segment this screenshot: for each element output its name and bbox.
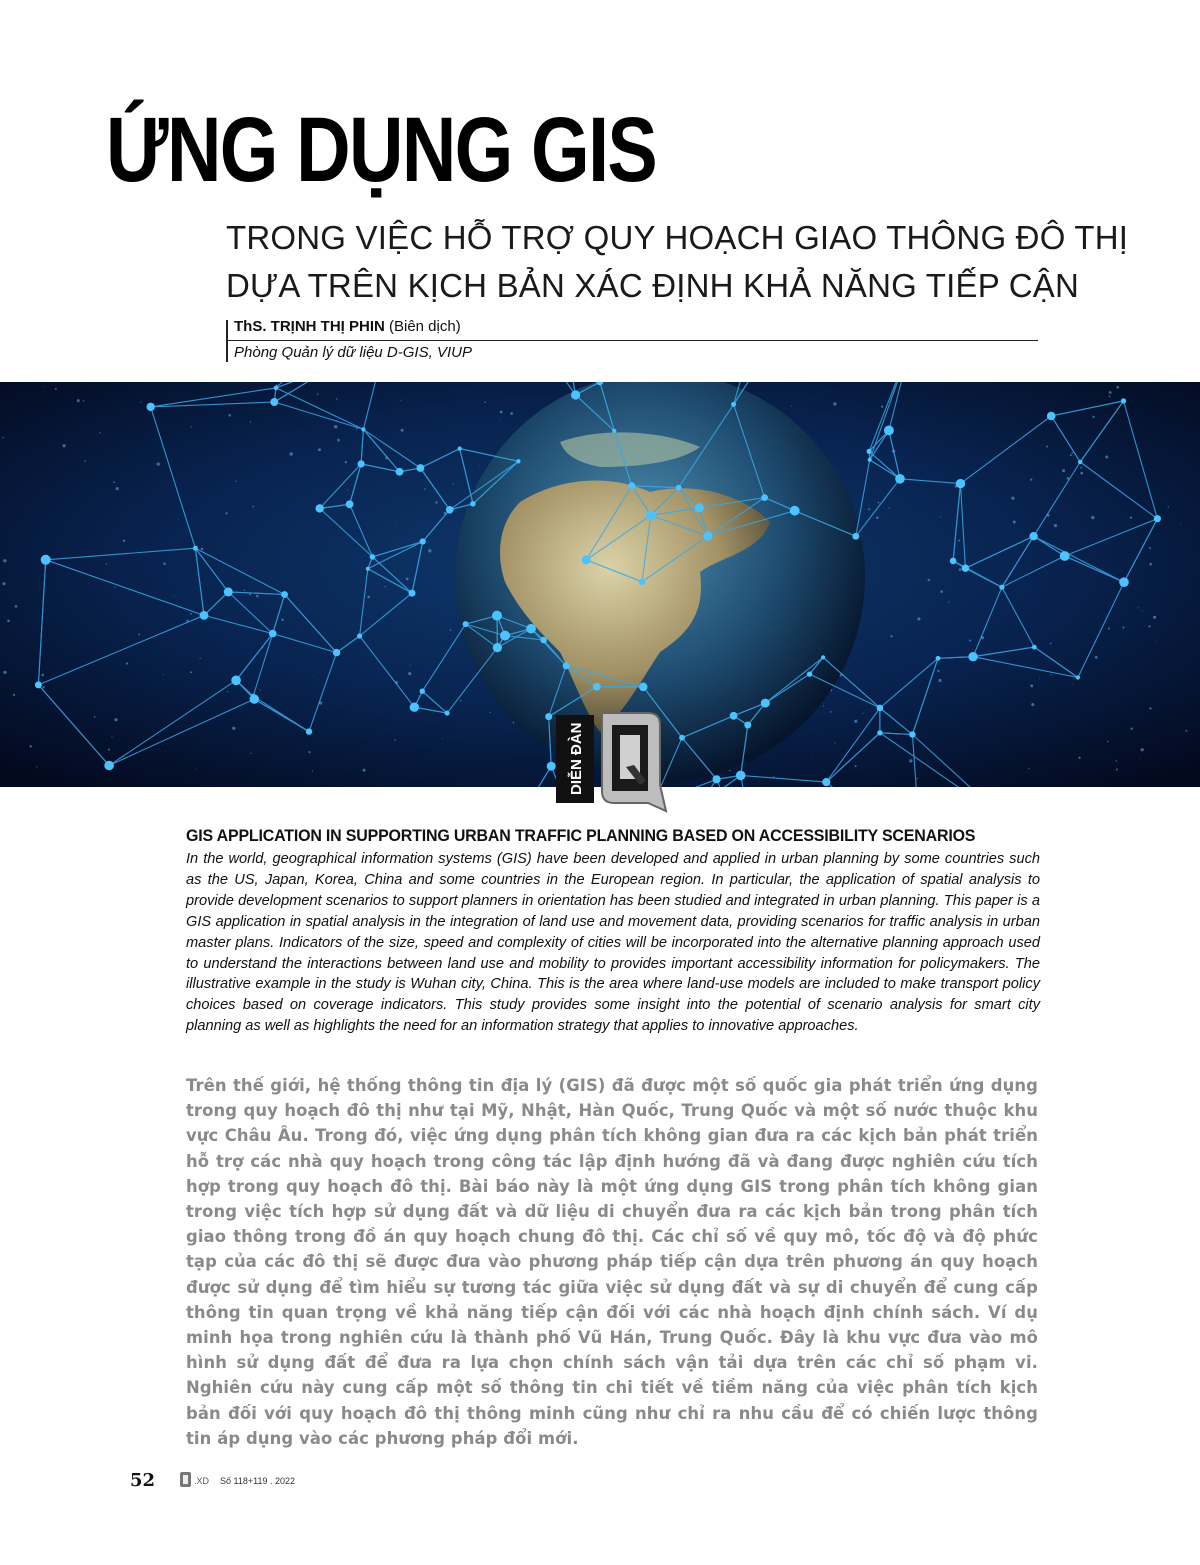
vietnamese-abstract: Trên thế giới, hệ thống thông tin địa lý (GIS) đã được một số quốc gia phát triển ứng dụng trong quy hoạch đô thị như tại Mỹ, Nhật, Hàn Quốc, Trung Quốc và một số nước thuộc khu vực Châu Âu. Trong đó, việc ứng dụng phân tích không gian đưa ra các kịch bản phát triển hỗ trợ các nhà quy hoạch trong công tác lập định hướng đã và đang được nghiên cứu tích hợp trong quy hoạch đô thị. Bài báo này là một ứng dụng GIS trong phân tích không gian trong việc tích hợp sử dụng đất và dữ liệu di chuyển đưa ra các kịch bản trong phân tích giao thông trong đồ án quy hoạch chung đô thị. Các chỉ số về quy mô, tốc độ và độ phức tạp của các đô thị sẽ được đưa vào phương pháp tiếp cận dựa trên phương án quy hoạch được sử dụng để tìm hiểu sự tương tác giữa việc sử dụng đất và sự di chuyển để cung cấp thông tin quan trọng về khả năng tiếp cận đối với các nhà hoạch định chính sách. Ví dụ minh họa trong nghiên cứu là thành phố Vũ Hán, Trung Quốc. Đây là khu vực đưa vào mô hình sử dụng đất để đưa ra lựa chọn chính sách vận tải dựa trên các chỉ số phạm vi. Nghiên cứu này cung cấp một số thông tin chi tiết về tiềm năng của việc phân tích kịch bản đối với quy hoạch đô thị thông minh cũng như chỉ ra nhu cầu để có chiến lược thông tin áp dụng vào các phương pháp đổi mới. [186, 1076, 1038, 1448]
page-number: 52 [130, 1470, 156, 1491]
author-role: (Biên dịch) [389, 318, 461, 335]
issue-number: Số 118+119 . 2022 [220, 1476, 295, 1486]
author [234, 318, 461, 335]
article-subtitle [226, 214, 1128, 310]
byline [226, 318, 1038, 341]
q-logo-small-icon [180, 1472, 192, 1488]
author-name: ThS. TRỊNH THỊ PHIN [234, 318, 385, 335]
section-tag-label: DIỄN ĐÀN [568, 722, 585, 795]
abstract-body: In the world, geographical information systems (GIS) have been developed and applied in urban planning by some countries such as the US, Japan, Korea, China and some countries in the European region. In particular, the application of spatial analysis to provide development scenarios to support planners in orientation has been studied and integrated in urban planning. This paper is a GIS application in spatial analysis in the integration of land use and movement data, providing scenarios for traffic analysis in urban master plans. Indicators of the size, speed and complexity of cities will be incorporated into the alternative planning approach used to understand the interactions between land use and mobility to provides important accessibility information for policymakers. The illustrative example in the study is Wuhan city, China. This is the area where land-use models are included to make transport policy choices based on coverage indicators. This study provides some insight into the potential of scenario analysis for smart city planning as well as highlights the need for an information strategy that applies to innovative approaches. [186, 851, 1040, 1035]
affiliation: Phòng Quản lý dữ liệu D-GIS, VIUP [234, 344, 472, 361]
footer-logo-text: .XD [194, 1476, 210, 1486]
byline-rule [226, 320, 228, 362]
subtitle-line-2: DỰA TRÊN KỊCH BẢN XÁC ĐỊNH KHẢ NĂNG TIẾP CẬN [226, 267, 1079, 304]
abstract-title: GIS APPLICATION IN SUPPORTING URBAN TRAFFIC PLANNING BASED ON ACCESSIBILITY SCENARIOS [186, 826, 976, 845]
subtitle-line-1: TRONG VIỆC HỖ TRỢ QUY HOẠCH GIAO THÔNG ĐÔ THỊ [226, 219, 1129, 256]
section-tag-dien-dan [556, 707, 668, 819]
article-title: ỨNG DỤNG GIS [106, 99, 657, 201]
q-logo-icon [602, 713, 666, 811]
